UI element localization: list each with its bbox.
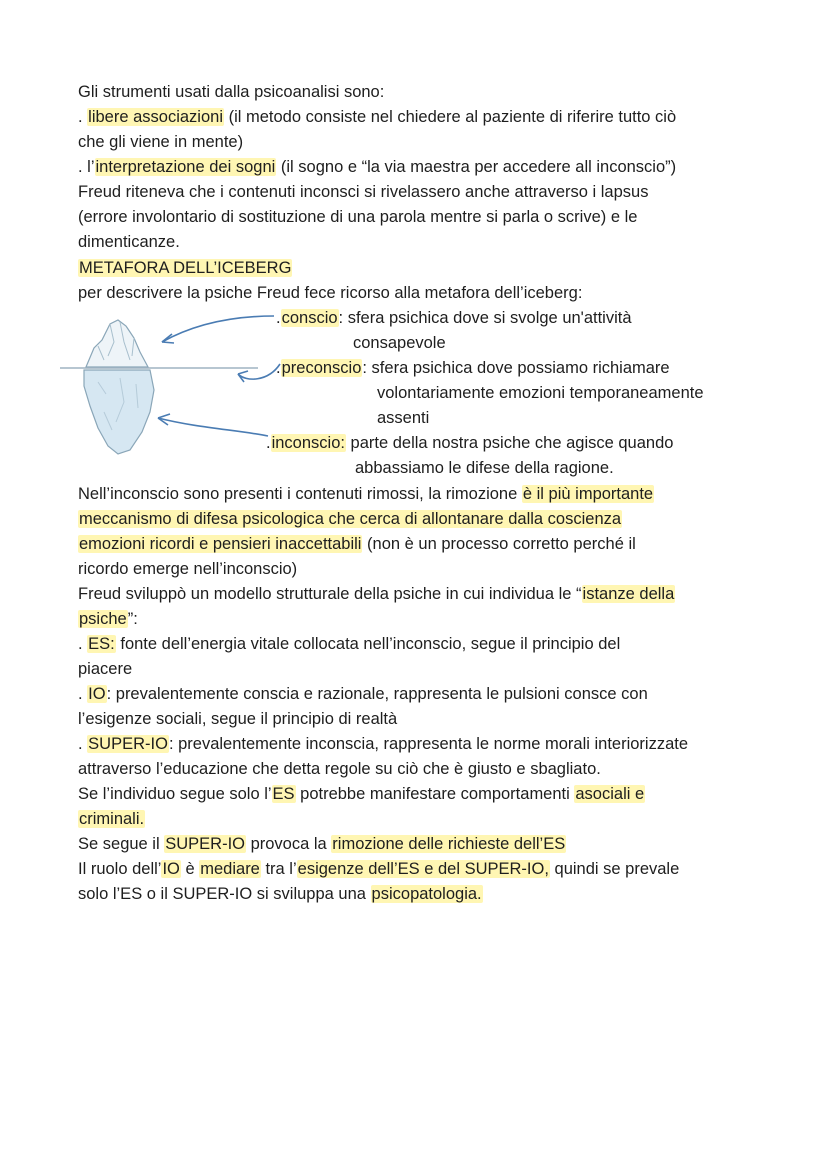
highlight-term: conscio [281, 309, 338, 327]
highlight-heading: METAFORA DELL’ICEBERG [79, 259, 292, 277]
superio-item [78, 733, 688, 755]
text-line: ricordo emerge nell’inconscio) [78, 560, 298, 578]
text-line: consapevole [353, 334, 446, 352]
text-line: piacere [78, 660, 133, 678]
text: è [180, 860, 200, 878]
text: : prevalentemente inconscia, rappresenta le norme morali interiorizzate [168, 735, 689, 753]
highlight-term: libere associazioni [88, 108, 223, 126]
highlight-text: meccanismo di difesa psicologica che cerca di allontanare dalla coscienza [79, 510, 622, 528]
rimozione-line-3 [78, 533, 636, 555]
text: fonte dell’energia vitale collocata nell’inconscio, segue il principio del [115, 635, 621, 653]
text: : sfera psichica dove si svolge un'attività [338, 309, 632, 327]
text-line: per descrivere la psiche Freud fece ricorso alla metafora dell’iceberg: [78, 284, 583, 302]
iceberg-illustration [58, 312, 288, 462]
rimozione-line-2 [78, 508, 622, 530]
highlight-text: esigenze dell’ES e del SUPER-IO, [297, 860, 549, 878]
highlight-term: inconscio: [271, 434, 345, 452]
highlight-text: criminali. [79, 810, 145, 828]
text: tra l’ [260, 860, 297, 878]
highlight-text: SUPER-IO [165, 835, 245, 853]
highlight-term: ES: [88, 635, 115, 653]
arrow-inconscio-icon [158, 418, 268, 436]
highlight-term: interpretazione dei sogni [95, 158, 276, 176]
ruolo-line-1 [78, 858, 679, 880]
istanze-line-2 [78, 608, 138, 630]
highlight-term: IO [88, 685, 106, 703]
text: (non è un processo corretto perché il [362, 535, 636, 553]
text: potrebbe manifestare comportamenti [295, 785, 575, 803]
highlight-text: IO [162, 860, 180, 878]
bullet: . [78, 635, 88, 653]
text: ”: [127, 610, 138, 628]
highlight-text: è il più importante [522, 485, 654, 503]
text: parte della nostra psiche che agisce quando [345, 434, 674, 452]
bullet: . l’ [78, 158, 95, 176]
text: : prevalentemente conscia e razionale, rappresenta le pulsioni consce con [106, 685, 648, 703]
bullet: . [78, 108, 88, 126]
rimozione-line-1 [78, 483, 654, 505]
iceberg-submerged-icon [84, 370, 154, 454]
bullet: . [78, 735, 88, 753]
es-item [78, 633, 620, 655]
ruolo-line-2 [78, 883, 483, 905]
text: solo l’ES o il SUPER-IO si sviluppa una [78, 885, 371, 903]
iceberg-tip-icon [86, 320, 148, 367]
text: : sfera psichica dove possiamo richiamare [362, 359, 670, 377]
text-line: assenti [377, 409, 430, 427]
highlight-term: SUPER-IO [88, 735, 168, 753]
section-heading-iceberg [78, 257, 292, 279]
text: provoca la [246, 835, 332, 853]
solo-es-line-2 [78, 808, 145, 830]
text-line: dimenticanze. [78, 233, 180, 251]
text-line: l’esigenze sociali, segue il principio di realtà [78, 710, 398, 728]
highlight-text: asociali e [575, 785, 645, 803]
bullet: . [78, 685, 88, 703]
text: Se l’individuo segue solo l’ [78, 785, 272, 803]
text-line: che gli viene in mente) [78, 133, 244, 151]
text: (il metodo consiste nel chiedere al paziente di riferire tutto ciò [224, 108, 677, 126]
text: quindi se prevale [549, 860, 680, 878]
highlight-text: psiche [79, 610, 127, 628]
highlight-text: emozioni ricordi e pensieri inaccettabili [79, 535, 362, 553]
text: (il sogno e “la via maestra per accedere all inconscio”) [276, 158, 677, 176]
conscio-definition [276, 307, 632, 329]
text: Freud sviluppò un modello strutturale della psiche in cui individua le “ [78, 585, 582, 603]
text-line: abbassiamo le difese della ragione. [355, 459, 614, 477]
text: Il ruolo dell’ [78, 860, 162, 878]
text-line: attraverso l’educazione che detta regole su ciò che è giusto e sbagliato. [78, 760, 601, 778]
text: Se segue il [78, 835, 165, 853]
arrow-conscio-icon [162, 316, 274, 342]
text-line: (errore involontario di sostituzione di una parola mentre si parla o scrive) e le [78, 208, 638, 226]
preconscio-definition [276, 357, 670, 379]
highlight-text: rimozione delle richieste dell’ES [332, 835, 566, 853]
tool-libere-associazioni [78, 106, 676, 128]
text: Nell’inconscio sono presenti i contenuti rimossi, la rimozione [78, 485, 522, 503]
dot: . [276, 309, 281, 327]
intro-line: Gli strumenti usati dalla psicoanalisi sono: [78, 83, 385, 101]
text-line: volontariamente emozioni temporaneamente [377, 384, 704, 402]
highlight-term: preconscio [281, 359, 362, 377]
tool-interpretazione-sogni [78, 156, 676, 178]
text-line: Freud riteneva che i contenuti inconsci si rivelassero anche attraverso i lapsus [78, 183, 649, 201]
dot: . [276, 359, 281, 377]
dot: . [266, 434, 271, 452]
istanze-line-1 [78, 583, 675, 605]
highlight-text: mediare [200, 860, 260, 878]
segue-superio-line [78, 833, 566, 855]
highlight-text: istanze della [582, 585, 675, 603]
highlight-text: psicopatologia. [371, 885, 482, 903]
highlight-text: ES [272, 785, 295, 803]
inconscio-definition [266, 432, 673, 454]
io-item [78, 683, 648, 705]
solo-es-line [78, 783, 645, 805]
